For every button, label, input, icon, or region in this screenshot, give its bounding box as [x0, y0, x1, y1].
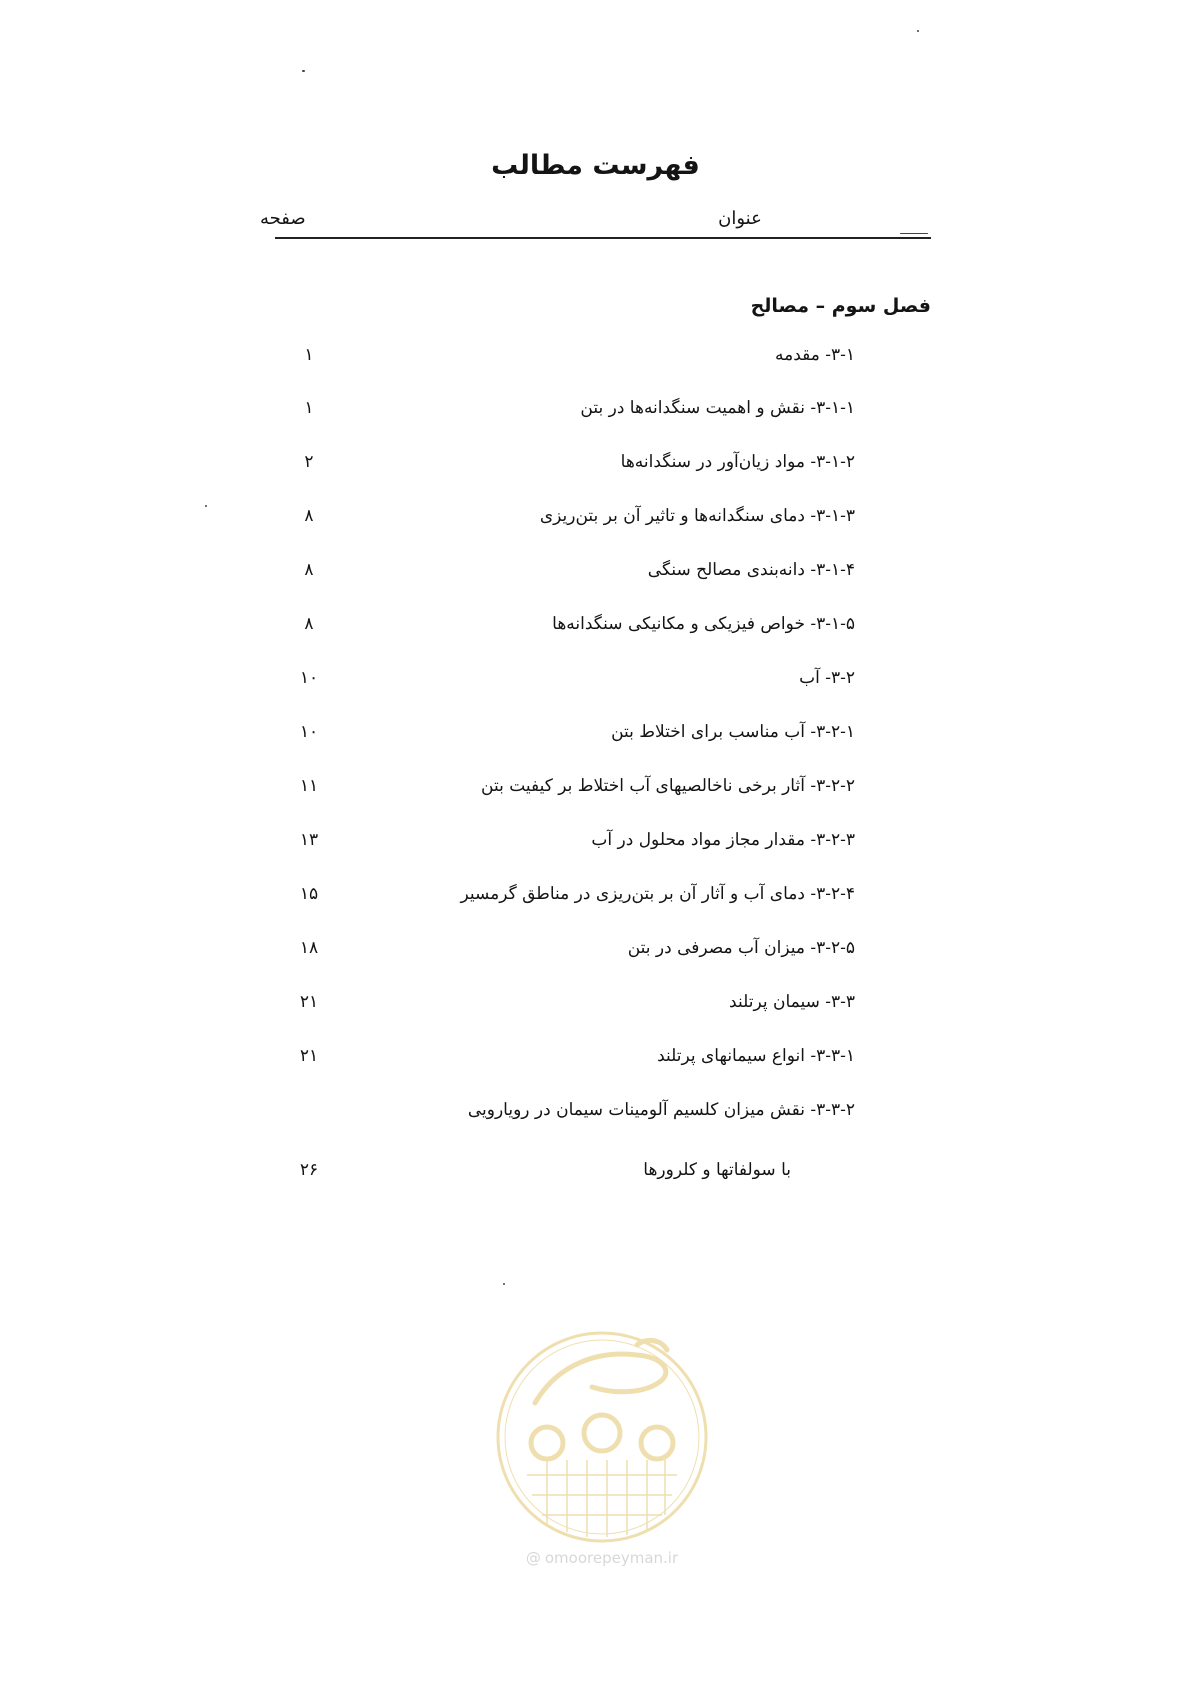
toc-title: ۳-۲- آب: [799, 668, 855, 688]
watermark-url-text: omoorepeyman.ir: [544, 1549, 679, 1567]
toc-title: ۳-۲-۳- مقدار مجاز مواد محلول در آب: [591, 830, 855, 850]
header-rule: [275, 237, 931, 239]
toc-row: [275, 1160, 855, 1190]
toc-title: ۳-۳- سیمان پرتلند: [729, 992, 855, 1012]
toc-page: ۱۱: [299, 776, 319, 796]
column-header-page: صفحه: [260, 208, 306, 229]
scan-speck: [205, 505, 207, 507]
toc-page: ۸: [304, 614, 314, 634]
toc-row: [275, 938, 855, 968]
toc-row: [275, 668, 855, 698]
toc-title: با سولفاتها و کلرورها: [643, 1160, 791, 1180]
toc-row: [275, 830, 855, 860]
scan-speck: [503, 1283, 505, 1285]
toc-row: [275, 560, 855, 590]
scan-speck: [900, 233, 928, 234]
toc-page: ۱۵: [299, 884, 319, 904]
toc-title: ۳-۳-۱- انواع سیمانهای پرتلند: [657, 1046, 855, 1066]
toc-title: ۳-۲-۴- دمای آب و آثار آن بر بتن‌ریزی در مناطق گرمسیر: [460, 884, 855, 904]
toc-page: ۲۱: [299, 1046, 319, 1066]
toc-row: [275, 506, 855, 536]
toc-page: ۱: [304, 345, 314, 365]
toc-row: [275, 884, 855, 914]
watermark: [487, 1325, 717, 1575]
toc-row: [275, 1046, 855, 1076]
toc-title: ۳-۱-۲- مواد زیان‌آور در سنگدانه‌ها: [620, 452, 855, 472]
toc-title: ۳-۱-۱- نقش و اهمیت سنگدانه‌ها در بتن: [580, 398, 855, 418]
toc-title: ۳-۱-۳- دمای سنگدانه‌ها و تاثیر آن بر بتن‌ریزی: [539, 506, 855, 526]
toc-row: [275, 614, 855, 644]
toc-row: [275, 776, 855, 806]
toc-row: [275, 992, 855, 1022]
toc-page: ۱۸: [299, 938, 319, 958]
logo-script-icon: [535, 1340, 667, 1403]
toc-page: ۱۰: [299, 668, 319, 688]
column-header-subject: عنوان: [718, 208, 762, 229]
toc-title: ۳-۱-۵- خواص فیزیکی و مکانیکی سنگدانه‌ها: [552, 614, 855, 634]
toc-page: ۱: [304, 398, 314, 418]
toc-page: ۲۶: [299, 1160, 319, 1180]
watermark-logo: [487, 1325, 717, 1550]
gear-icon: [531, 1415, 673, 1459]
toc-title: ۳-۱- مقدمه: [774, 345, 855, 365]
toc-title: ۳-۱-۴- دانه‌بندی مصالح سنگی: [647, 560, 855, 580]
toc-title: ۳-۲-۱- آب مناسب برای اختلاط بتن: [611, 722, 855, 742]
at-icon: @: [525, 1549, 541, 1567]
toc-page: ۸: [304, 560, 314, 580]
scan-speck: [917, 30, 919, 32]
watermark-url: [487, 1549, 717, 1567]
toc-row: [275, 398, 855, 428]
toc-row: [275, 452, 855, 482]
toc-row: [275, 722, 855, 752]
toc-page: ۱۰: [299, 722, 319, 742]
scan-speck: [302, 70, 305, 72]
toc-page: ۲۱: [299, 992, 319, 1012]
toc-page: ۲: [304, 452, 314, 472]
toc-title: ۳-۳-۲- نقش میزان کلسیم آلومینات سیمان در رویارویی: [467, 1100, 855, 1120]
toc-page: ۱۳: [299, 830, 319, 850]
toc-row: [275, 1100, 855, 1130]
page-title: فهرست مطالب: [491, 150, 700, 181]
toc-title: ۳-۲-۵- میزان آب مصرفی در بتن: [627, 938, 855, 958]
toc-row: [275, 345, 855, 375]
chapter-heading: فصل سوم – مصالح: [750, 295, 931, 317]
toc-page: ۸: [304, 506, 314, 526]
toc-title: ۳-۲-۲- آثار برخی ناخالصیهای آب اختلاط بر کیفیت بتن: [481, 776, 855, 796]
